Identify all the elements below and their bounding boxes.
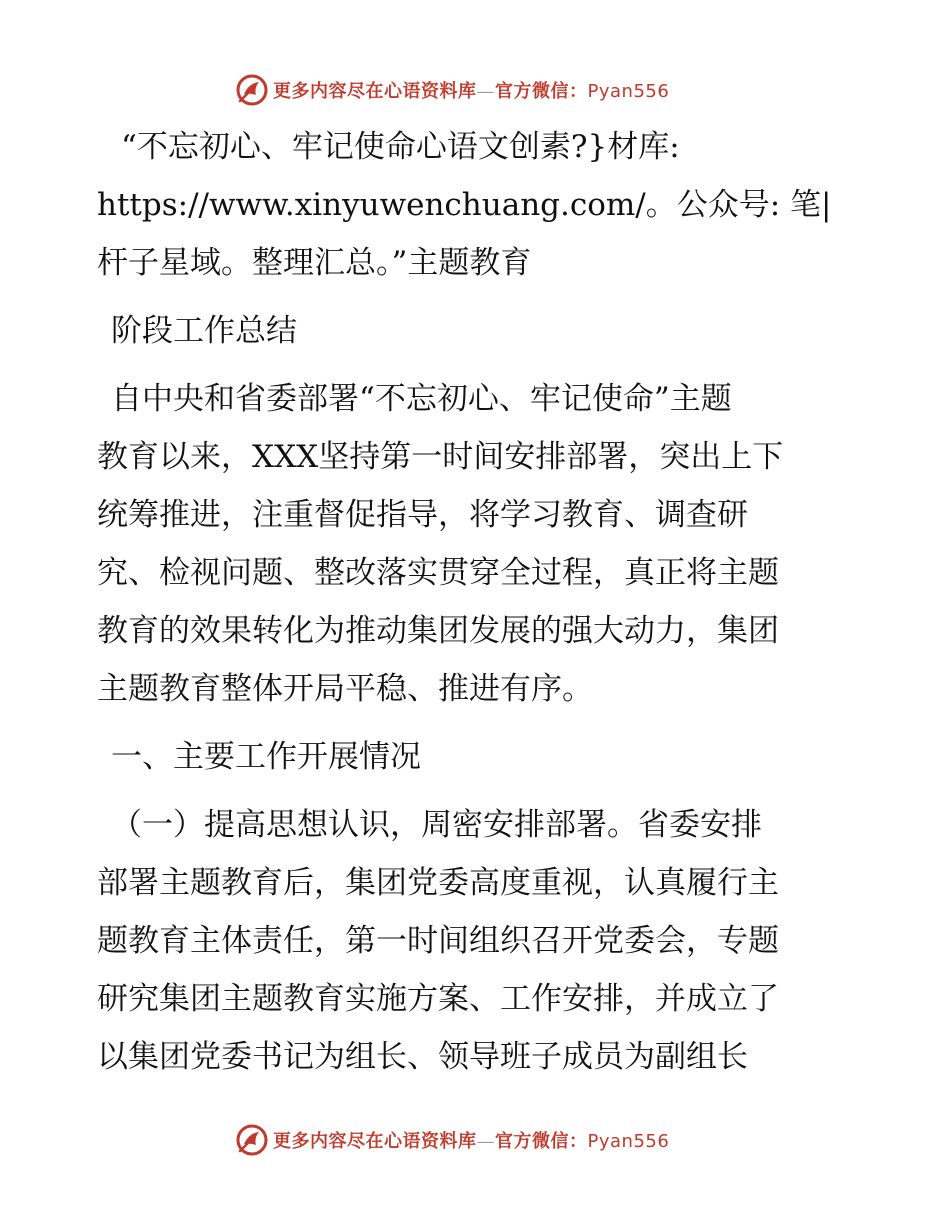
paragraph-title — [97, 302, 867, 360]
paragraph-overview — [97, 370, 867, 718]
banner-dash: — — [476, 1131, 495, 1152]
banner-text — [273, 77, 669, 103]
text-line: 教育以来，XXX坚持第一时间安排部署，突出上下 — [97, 439, 784, 475]
text-line: 自中央和省委部署“不忘初心、牢记使命”主题 — [111, 381, 732, 417]
banner-suffix: 官方微信： — [495, 81, 588, 102]
text-line: https://www.xinyuwenchuang.com/。公众号: 笔| — [97, 187, 832, 223]
paragraph-section-1 — [97, 796, 867, 1086]
paragraph-heading — [97, 728, 867, 786]
banner-main: 更多内容尽在心语资料库 — [273, 1131, 477, 1152]
text-line: 题教育主体责任，第一时间组织召开党委会，专题 — [97, 923, 779, 959]
banner-main: 更多内容尽在心语资料库 — [273, 81, 477, 102]
text-line: “不忘初心、牢记使命心语文创素?}材库: — [121, 129, 680, 165]
text-line: 究、检视问题、整改落实贯穿全过程，真正将主题 — [97, 555, 779, 591]
xinyu-logo-icon — [235, 73, 269, 107]
text-line: 统筹推进，注重督促指导，将学习教育、调查研 — [97, 497, 748, 533]
document-body — [97, 118, 867, 1086]
text-line: （一）提高思想认识，周密安排部署。省委安排 — [111, 807, 762, 843]
text-line: 杆子星域。整理汇总。”主题教育 — [97, 245, 532, 281]
text-line: 研究集团主题教育实施方案、工作安排，并成立了 — [97, 981, 779, 1017]
text-line: 主题教育整体开局平稳、推进有序。 — [97, 671, 593, 707]
text-line: 教育的效果转化为推动集团发展的强大动力，集团 — [97, 613, 779, 649]
xinyu-logo-icon — [235, 1123, 269, 1157]
banner-dash: — — [476, 81, 495, 102]
banner-text — [273, 1127, 669, 1153]
text-line: 以集团党委书记为组长、领导班子成员为副组长 — [97, 1039, 748, 1075]
banner-handle: Pyan556 — [587, 81, 670, 102]
text-line: 部署主题教育后，集团党委高度重视，认真履行主 — [97, 865, 779, 901]
banner-handle: Pyan556 — [587, 1131, 670, 1152]
banner-suffix: 官方微信： — [495, 1131, 588, 1152]
paragraph-intro — [97, 118, 867, 292]
document-title: 阶段工作总结 — [111, 313, 297, 349]
footer-banner — [235, 1122, 715, 1158]
header-banner — [235, 72, 715, 108]
section-heading: 一、主要工作开展情况 — [111, 739, 421, 775]
